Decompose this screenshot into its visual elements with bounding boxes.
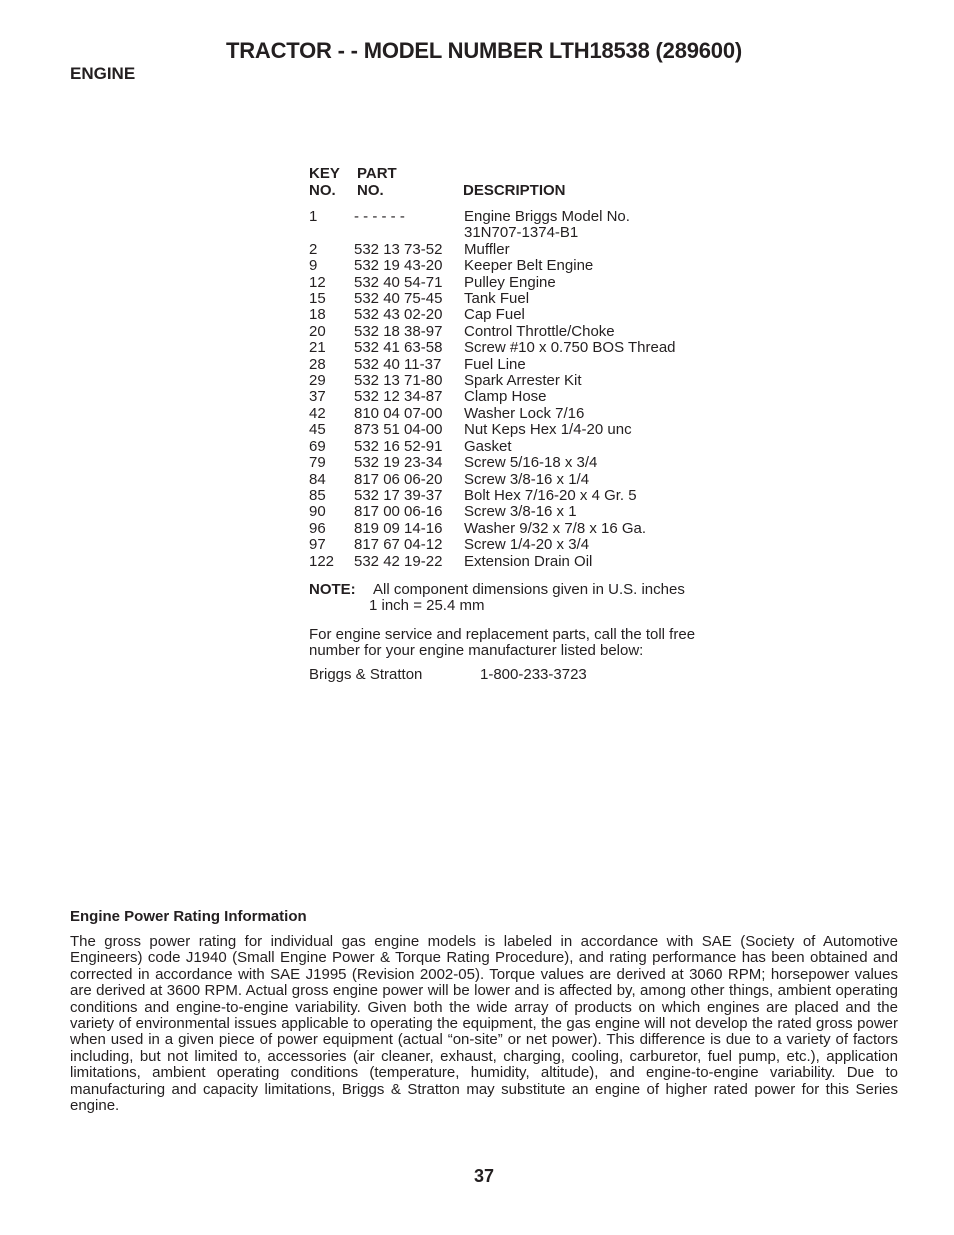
power-rating-section [70, 908, 898, 1114]
part-description: Fuel Line [464, 355, 526, 373]
manufacturer-phone: 1-800-233-3723 [480, 665, 587, 683]
note-line-1: All component dimensions given in U.S. inches [373, 580, 685, 598]
key-number: 69 [309, 437, 326, 455]
power-rating-body: The gross power rating for individual gas engine models is labeled in accordance with SAE (Society of Automotive Engineers) code J1940 (Small Engine Power & Torque Rating Procedure), and rating performance has been obtained and corrected in accordance with SAE J1995 (Revision 2002-05). Torque values are derived at 3060 RPM; horsepower values are derived at 3600 RPM. Actual gross engine power will be lower and is affected by, among other things, ambient operating conditions and engine-to-engine variability. Given both the wide array of products on which engines are placed and the variety of environmental issues applicable to operating the equipment, the gas engine will not develop the rated gross power when used in a given piece of power equipment (actual “on-site” or net power). This difference is due to a variety of factors including, but not limited to, accessories (air cleaner, exhaust, charging, cooling, carburetor, fuel pump, etc.), application limitations, ambient operating conditions (temperature, humidity, altitude), and engine-to-engine variability. Due to manufacturing and capacity limitations, Briggs & Stratton may substitute an engine of higher rated power for this Series engine. [70, 933, 898, 1115]
part-description: Tank Fuel [464, 290, 530, 308]
key-number: 37 [309, 388, 326, 406]
table-row [309, 406, 729, 422]
key-number: 9 [309, 257, 318, 275]
part-description: Screw 1/4-20 x 3/4 [464, 536, 590, 554]
table-row [309, 439, 729, 455]
part-number: 532 13 71-80 [354, 372, 443, 390]
page-number: 37 [473, 1166, 495, 1186]
table-row [309, 275, 729, 291]
part-description: Nut Keps Hex 1/4-20 unc [464, 421, 632, 439]
part-number: 532 12 34-87 [354, 388, 443, 406]
table-row [309, 455, 729, 471]
table-row [309, 307, 729, 323]
part-description-continued: 31N707-1374-B1 [464, 224, 579, 242]
part-description: Screw 3/8-16 x 1 [464, 503, 577, 521]
part-number: - - - - - - [354, 208, 405, 225]
part-number: 532 16 52-91 [354, 437, 443, 455]
parts-table [309, 165, 729, 684]
key-number: 122 [309, 552, 335, 570]
table-row [309, 422, 729, 438]
key-number: 15 [309, 290, 326, 308]
table-row [309, 340, 729, 356]
part-number: 532 41 63-58 [354, 339, 443, 357]
table-row [309, 357, 729, 373]
key-number: 2 [309, 240, 318, 258]
table-row [309, 521, 729, 537]
table-row [309, 504, 729, 520]
part-number: 532 19 43-20 [354, 257, 443, 275]
key-number: 79 [309, 454, 326, 472]
part-description: Screw 3/8-16 x 1/4 [464, 470, 590, 488]
part-number: 532 42 19-22 [354, 552, 443, 570]
part-description: Control Throttle/Choke [464, 322, 615, 340]
table-row [309, 488, 729, 504]
manufacturer-contact [309, 666, 729, 684]
part-description: Clamp Hose [464, 388, 547, 406]
table-row [309, 554, 729, 570]
note-line-2: 1 inch = 25.4 mm [369, 597, 485, 615]
key-number: 42 [309, 404, 326, 422]
key-number: 12 [309, 273, 326, 291]
power-rating-heading: Engine Power Rating Information [70, 908, 307, 925]
part-description: Engine Briggs Model No. [464, 208, 630, 225]
part-number: 532 18 38-97 [354, 322, 443, 340]
description-header: DESCRIPTION [463, 182, 566, 199]
key-number: 20 [309, 322, 326, 340]
key-number: 1 [309, 208, 318, 225]
part-description: Pulley Engine [464, 273, 556, 291]
part-description: Bolt Hex 7/16-20 x 4 Gr. 5 [464, 486, 637, 504]
service-text: For engine service and replacement parts, call the toll free number for your engine manufacturer listed below: [309, 625, 696, 660]
part-number: 532 40 11-37 [354, 355, 442, 373]
part-description: Keeper Belt Engine [464, 257, 594, 275]
key-number: 96 [309, 519, 326, 537]
part-description: Spark Arrester Kit [464, 372, 582, 390]
part-description: Screw 5/16-18 x 3/4 [464, 454, 598, 472]
parts-table-header [309, 165, 729, 209]
part-number: 817 06 06-20 [354, 470, 443, 488]
parts-table-body [309, 209, 729, 570]
part-description: Cap Fuel [464, 306, 525, 324]
dimensions-note [309, 582, 729, 615]
table-row [309, 258, 729, 274]
table-row [309, 324, 729, 340]
table-row [309, 291, 729, 307]
part-number: 532 40 75-45 [354, 290, 443, 308]
key-no-header: KEY NO. [309, 165, 340, 199]
key-number: 97 [309, 536, 326, 554]
table-row [309, 472, 729, 488]
key-number: 84 [309, 470, 326, 488]
part-description: Washer 9/32 x 7/8 x 16 Ga. [464, 519, 647, 537]
part-number: 532 43 02-20 [354, 306, 443, 324]
key-number: 45 [309, 421, 326, 439]
part-number: 810 04 07-00 [354, 404, 443, 422]
part-no-header: PART NO. [357, 165, 397, 199]
page-title: TRACTOR - - MODEL NUMBER LTH18538 (289600) [225, 38, 743, 63]
note-label: NOTE: [309, 580, 356, 598]
part-number: 817 00 06-16 [354, 503, 443, 521]
table-row [309, 373, 729, 389]
table-row [309, 389, 729, 405]
part-number: 532 17 39-37 [354, 486, 443, 504]
part-number: 532 19 23-34 [354, 454, 443, 472]
key-number: 18 [309, 306, 326, 324]
part-number: 873 51 04-00 [354, 421, 443, 439]
part-description: Washer Lock 7/16 [464, 404, 585, 422]
key-number: 21 [309, 339, 326, 357]
table-row [309, 209, 729, 242]
part-number: 819 09 14-16 [354, 519, 443, 537]
part-number: 532 13 73-52 [354, 240, 443, 258]
manufacturer-name: Briggs & Stratton [309, 665, 423, 683]
key-number: 28 [309, 355, 326, 373]
table-row [309, 242, 729, 258]
part-description: Gasket [464, 437, 512, 455]
part-description: Muffler [464, 240, 510, 258]
part-number: 817 67 04-12 [354, 536, 443, 554]
key-number: 90 [309, 503, 326, 521]
part-description: Screw #10 x 0.750 BOS Thread [464, 339, 676, 357]
key-number: 29 [309, 372, 326, 390]
table-row [309, 537, 729, 553]
part-number: 532 40 54-71 [354, 273, 443, 291]
key-number: 85 [309, 486, 326, 504]
part-description: Extension Drain Oil [464, 552, 593, 570]
section-heading: ENGINE [70, 64, 136, 83]
